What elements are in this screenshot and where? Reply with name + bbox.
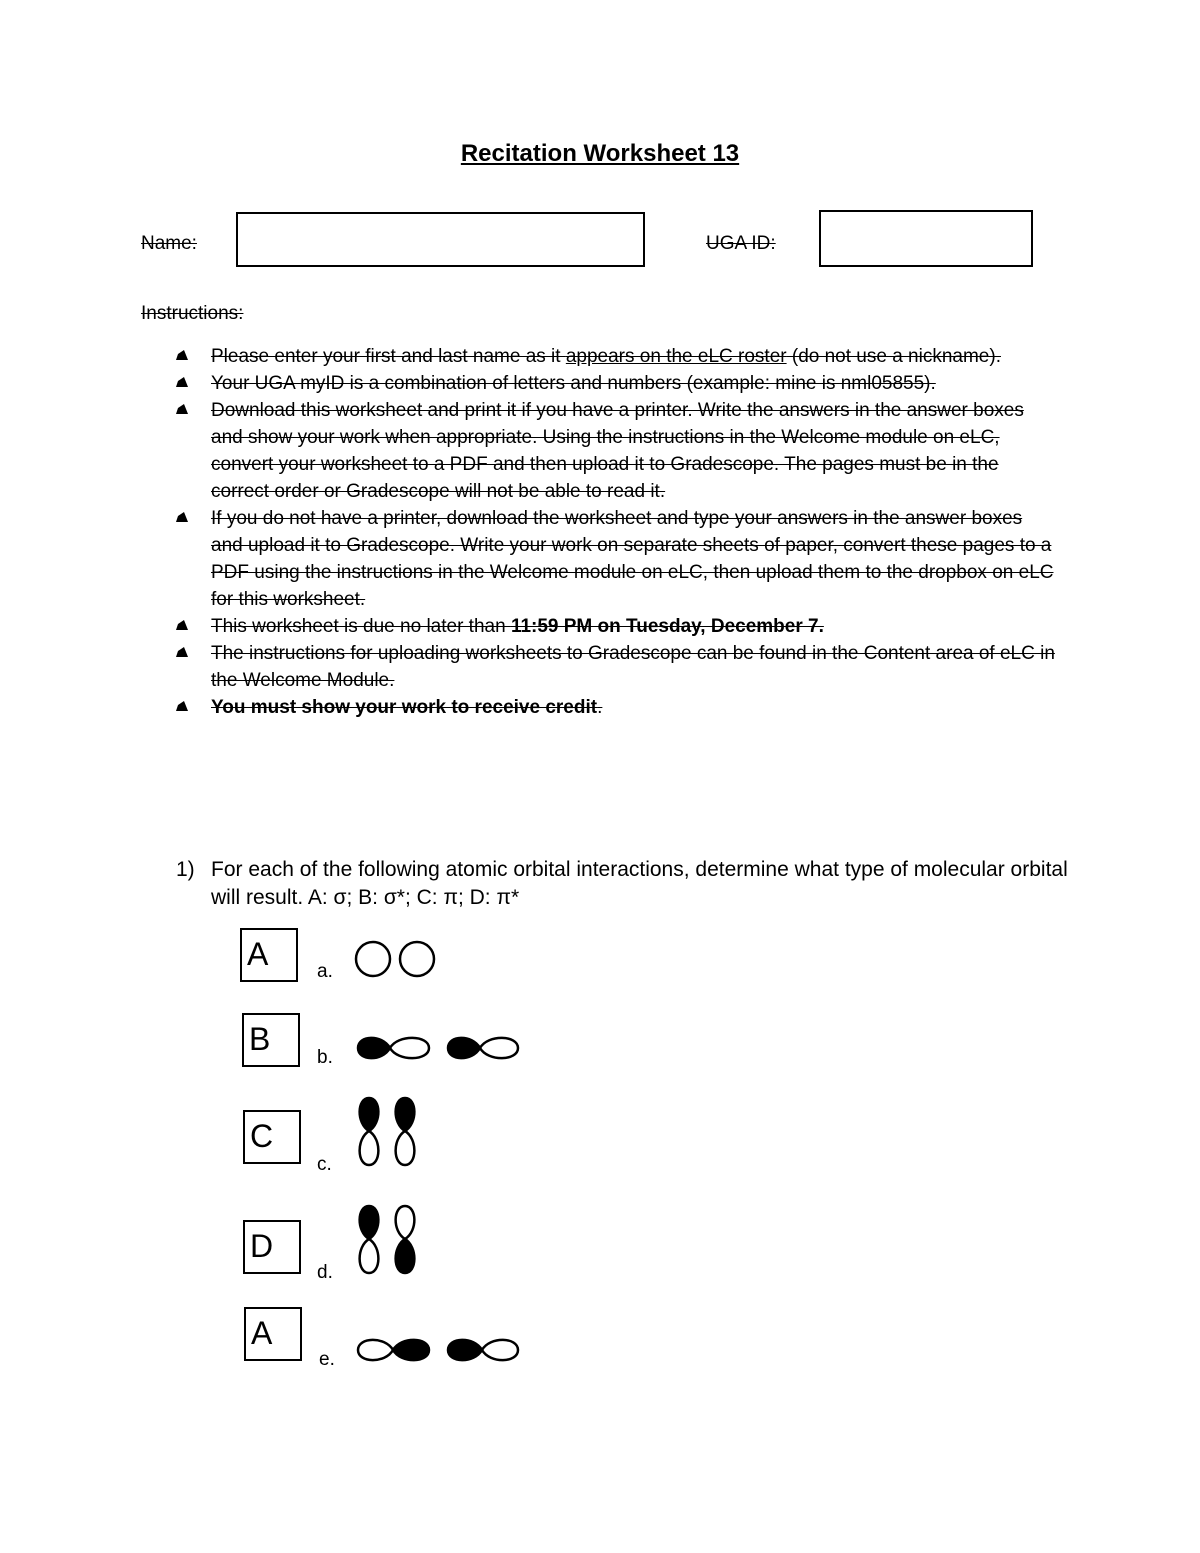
item-label-a: a. <box>317 961 333 982</box>
page-title: Recitation Worksheet 13 <box>460 140 740 167</box>
instructions-label: Instructions: <box>141 303 244 324</box>
instruction-list <box>176 343 1056 721</box>
answer-box-a[interactable]: A <box>240 928 298 982</box>
list-item: The instructions for uploading worksheets to Gradescope can be found in the Content area of eLC in the Welcome Module. <box>176 640 1056 694</box>
name-label: Name: <box>141 233 197 254</box>
bullet-icon <box>176 512 188 522</box>
bullet-icon <box>176 647 188 657</box>
bullet-icon <box>176 350 188 360</box>
question-number: 1) <box>176 858 195 881</box>
answer-box-c[interactable]: C <box>243 1110 301 1164</box>
p-orbitals-side-antiphase-icon <box>352 1200 424 1278</box>
question-text: For each of the following atomic orbital interactions, determine what type of molecular orbital will result. A: σ; B: σ*; C: π; D: π* <box>211 858 1068 909</box>
answer-box-d[interactable]: D <box>243 1220 301 1274</box>
list-item: Download this worksheet and print it if you have a printer. Write the answers in the answer boxes and show your work when appropriate. Using the instructions in the Welcome module on eLC, convert your worksheet to a PDF and then upload it to Gradescope. The pages must be in the correct order or Gradescope will not be able to read it. <box>176 397 1056 505</box>
s-orbitals-icon <box>350 935 442 983</box>
bullet-icon <box>176 620 188 630</box>
list-item: Your UGA myID is a combination of letters and numbers (example: mine is nml05855). <box>176 370 1056 397</box>
bullet-icon <box>176 377 188 387</box>
list-item: This worksheet is due no later than 11:59 PM on Tuesday, December 7. <box>176 613 1056 640</box>
list-item: If you do not have a printer, download the worksheet and type your answers in the answer boxes and upload it to Gradescope. Write your work on separate sheets of paper, convert these pages to a PDF using the instructions in the Welcome module on eLC, then upload them to the dropbox on eLC for this worksheet. <box>176 505 1056 613</box>
p-orbitals-endon-inphase-icon <box>352 1332 524 1368</box>
uga-id-field[interactable] <box>819 210 1033 267</box>
item-label-b: b. <box>317 1047 333 1068</box>
item-label-c: c. <box>317 1154 332 1175</box>
p-orbitals-endon-icon <box>352 1030 524 1066</box>
name-field[interactable] <box>236 212 645 267</box>
answer-box-e[interactable]: A <box>244 1307 302 1361</box>
id-label: UGA ID: <box>706 233 776 254</box>
item-label-d: d. <box>317 1262 333 1283</box>
question-1 <box>176 856 1076 912</box>
p-orbitals-side-icon <box>352 1092 424 1170</box>
answer-box-b[interactable]: B <box>242 1013 300 1067</box>
list-item: You must show your work to receive credit. <box>176 694 1056 721</box>
bullet-icon <box>176 701 188 711</box>
item-label-e: e. <box>319 1349 335 1370</box>
list-item: Please enter your first and last name as it appears on the eLC roster (do not use a nickname). <box>176 343 1056 370</box>
bullet-icon <box>176 404 188 414</box>
